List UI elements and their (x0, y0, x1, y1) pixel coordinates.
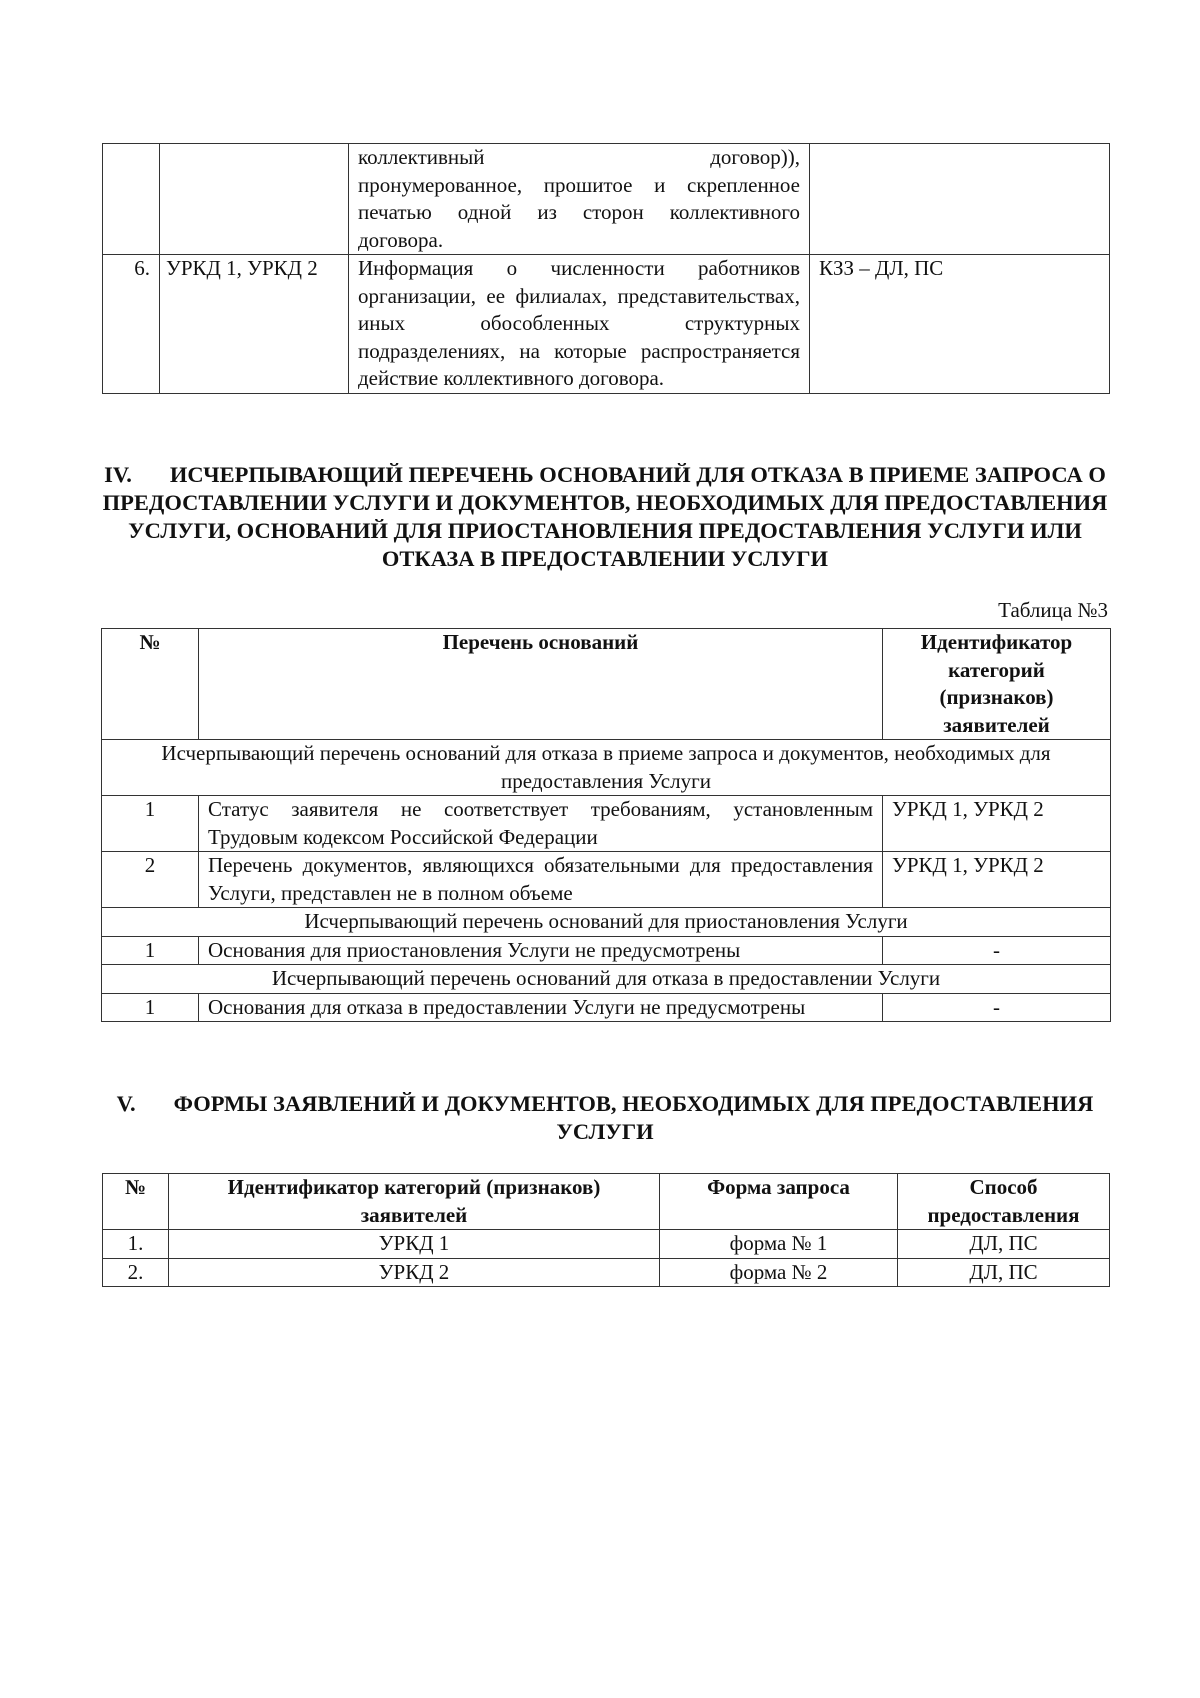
section-heading-iv (100, 461, 1110, 573)
form-name: форма № 2 (660, 1258, 898, 1287)
section-title: ФОРМЫ ЗАЯВЛЕНИЙ И ДОКУМЕНТОВ, НЕОБХОДИМЫХ ДЛЯ ПРЕДОСТАВЛЕНИЯ УСЛУГИ (173, 1091, 1094, 1144)
group-heading: Исчерпывающий перечень оснований для приостановления Услуги (102, 908, 1111, 937)
ground-text: Перечень документов, являющихся обязательными для предоставления Услуги, представлен не в полном объеме (199, 852, 883, 908)
row-number: 1 (102, 796, 199, 852)
category-cell: УРКД 1, УРКД 2 (160, 255, 349, 394)
header-cell: Способ предоставления (898, 1174, 1110, 1230)
table-row (103, 144, 1110, 255)
header-cell: № (102, 629, 199, 740)
form-name: форма № 1 (660, 1230, 898, 1259)
category-id: УРКД 1 (169, 1230, 660, 1259)
mode-cell: КЗЗ – ДЛ, ПС (810, 255, 1110, 394)
group-row (102, 965, 1111, 994)
grounds-table (101, 628, 1111, 1022)
delivery-method: ДЛ, ПС (898, 1258, 1110, 1287)
table-row (102, 993, 1111, 1022)
continuation-table (102, 143, 1110, 394)
header-cell: Идентификатор категорий (признаков) заявителей (883, 629, 1111, 740)
cell-text: договор)), (710, 145, 800, 169)
section-heading-v (100, 1090, 1110, 1146)
category-id: - (883, 993, 1111, 1022)
category-id: УРКД 2 (169, 1258, 660, 1287)
ground-text: Основания для отказа в предоставлении Услуги не предусмотрены (199, 993, 883, 1022)
table-header-row (103, 1174, 1110, 1230)
category-id: УРКД 1, УРКД 2 (883, 852, 1111, 908)
header-cell: Форма запроса (660, 1174, 898, 1230)
table-row (103, 1258, 1110, 1287)
table-caption: Таблица №3 (998, 598, 1108, 622)
row-number: 2. (103, 1258, 169, 1287)
section-number: V. (116, 1091, 136, 1116)
delivery-method: ДЛ, ПС (898, 1230, 1110, 1259)
document-description-cell (349, 144, 810, 255)
ground-text: Основания для приостановления Услуги не предусмотрены (199, 936, 883, 965)
table-row (103, 255, 1110, 394)
table-row (102, 936, 1111, 965)
header-cell: Перечень оснований (199, 629, 883, 740)
cell-text: пронумерованное, прошитое и скрепленное печатью одной из сторон коллективного договора. (358, 172, 800, 252)
table-row (103, 1230, 1110, 1259)
forms-table (102, 1173, 1110, 1287)
row-number: 2 (102, 852, 199, 908)
section-number: IV. (104, 462, 132, 487)
row-number: 1 (102, 936, 199, 965)
row-number: 6. (103, 255, 160, 394)
document-description-cell: Информация о численности работников организации, ее филиалах, представительствах, иных обособленных структурных подразделениях, на которые распространяется действие коллективного договора. (349, 255, 810, 394)
group-row (102, 740, 1111, 796)
group-heading: Исчерпывающий перечень оснований для отказа в предоставлении Услуги (102, 965, 1111, 994)
cell-text: коллективный (358, 145, 485, 169)
header-cell: № (103, 1174, 169, 1230)
table-header-row (102, 629, 1111, 740)
table-row (102, 852, 1111, 908)
category-id: - (883, 936, 1111, 965)
group-row (102, 908, 1111, 937)
section-title: ИСЧЕРПЫВАЮЩИЙ ПЕРЕЧЕНЬ ОСНОВАНИЙ ДЛЯ ОТКАЗА В ПРИЕМЕ ЗАПРОСА О ПРЕДОСТАВЛЕНИИ УСЛУГИ И ДОКУМЕНТОВ, НЕОБХОДИМЫХ ДЛЯ ПРЕДОСТАВЛЕНИЯ УСЛУГИ, ОСНОВАНИЙ ДЛЯ ПРИОСТАНОВЛЕНИЯ ПРЕДОСТАВЛЕНИЯ УСЛУГИ ИЛИ ОТКАЗА В ПРЕДОСТАВЛЕНИИ УСЛУГИ (102, 462, 1108, 571)
group-heading: Исчерпывающий перечень оснований для отказа в приеме запроса и документов, необходимых для предоставления Услуги (102, 740, 1111, 796)
header-cell: Идентификатор категорий (признаков) заявителей (169, 1174, 660, 1230)
category-id: УРКД 1, УРКД 2 (883, 796, 1111, 852)
ground-text: Статус заявителя не соответствует требованиям, установленным Трудовым кодексом Российской Федерации (199, 796, 883, 852)
row-number: 1 (102, 993, 199, 1022)
table-row (102, 796, 1111, 852)
row-number: 1. (103, 1230, 169, 1259)
